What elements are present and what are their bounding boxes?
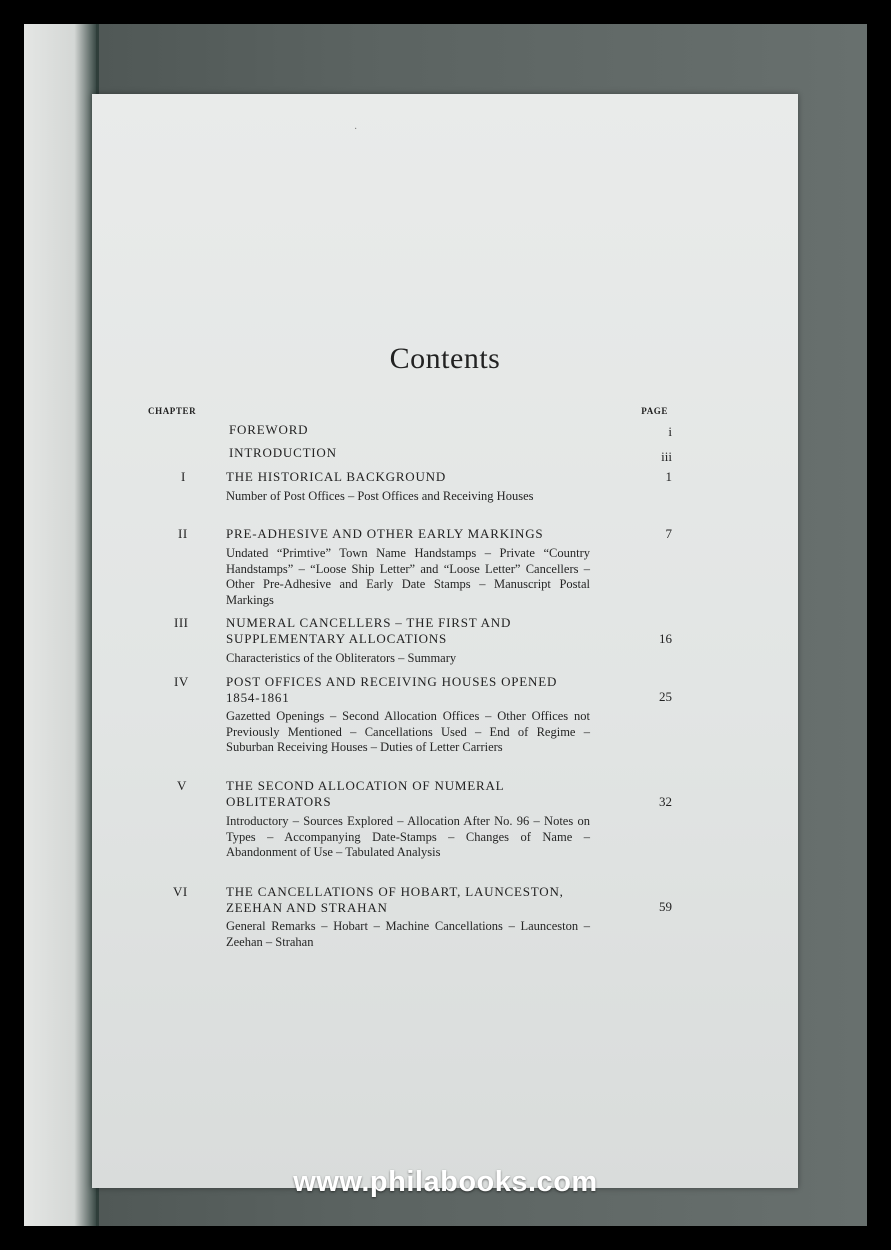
entry-title: INTRODUCTION: [229, 445, 337, 460]
photo-frame: [24, 24, 867, 1226]
entry-page: 16: [659, 631, 672, 646]
entry-subtopics: Undated “Primtive” Town Name Handstamps – Private “Country Handstamps” – “Loose Ship Letter” and “Loose Letter” Cancellers – Other Pre-Adhesive and Early Date Stamps – Manuscript Postal Markings: [226, 546, 590, 607]
entry-subtopics: Characteristics of the Obliterators – Summary: [226, 651, 457, 665]
chapter-number: I: [181, 469, 186, 484]
entry-page: 25: [659, 689, 672, 704]
page-column-header: PAGE: [641, 406, 668, 416]
entry-page: 1: [665, 469, 672, 484]
chapter-number: V: [177, 778, 187, 793]
chapter-number: III: [174, 615, 189, 630]
entry-page: 7: [665, 526, 672, 541]
chapter-number: VI: [173, 884, 188, 899]
chapter-column-header: CHAPTER: [148, 406, 197, 416]
entry-title: THE CANCELLATIONS OF HOBART, LAUNCESTON, ZEEHAN AND STRAHAN: [226, 884, 564, 915]
entry-subtopics: Gazetted Openings – Second Allocation Offices – Other Offices not Previously Mentioned – Cancellations Used – End of Regime – Suburban Receiving Houses – Duties of Letter Carriers: [226, 709, 590, 754]
chapter-number: II: [178, 526, 188, 541]
entry-page: iii: [661, 449, 672, 464]
entry-title: POST OFFICES AND RECEIVING HOUSES OPENED 1854-1861: [226, 674, 558, 705]
entry-title: THE HISTORICAL BACKGROUND: [226, 469, 447, 484]
page-dot: ·: [354, 124, 358, 135]
website-watermark: www.philabooks.com: [293, 1166, 598, 1198]
entry-title: PRE-ADHESIVE AND OTHER EARLY MARKINGS: [226, 526, 544, 541]
book-cover-edge: [24, 24, 99, 1226]
entry-subtopics: Introductory – Sources Explored – Allocation After No. 96 – Notes on Types – Accompanying Date-Stamps – Changes of Name – Abandonment of Use – Tabulated Analysis: [226, 814, 590, 859]
entry-page: 59: [659, 899, 672, 914]
book-page: [92, 94, 798, 1188]
entry-page: i: [668, 424, 672, 439]
entry-subtopics: Number of Post Offices – Post Offices and Receiving Houses: [226, 489, 534, 503]
entry-page: 32: [659, 794, 672, 809]
entry-title: NUMERAL CANCELLERS – THE FIRST AND SUPPLEMENTARY ALLOCATIONS: [226, 615, 512, 646]
entry-subtopics: General Remarks – Hobart – Machine Cancellations – Launceston – Zeehan – Strahan: [226, 919, 590, 949]
chapter-number: IV: [174, 674, 189, 689]
entry-title: THE SECOND ALLOCATION OF NUMERAL OBLITERATORS: [226, 778, 504, 809]
entry-title: FOREWORD: [229, 422, 309, 437]
page-title: Contents: [389, 342, 501, 375]
